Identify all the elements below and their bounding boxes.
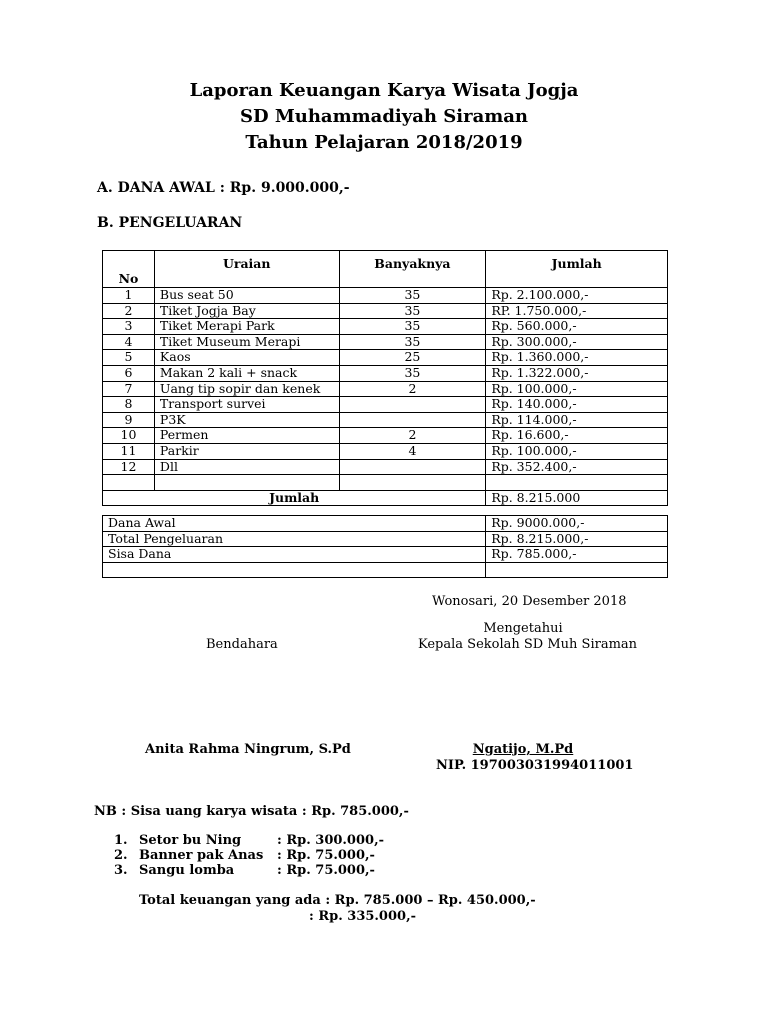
cell-uraian: Tiket Merapi Park — [154, 319, 339, 335]
summary-label: Sisa Dana — [103, 547, 486, 563]
cell-banyaknya: 35 — [339, 288, 486, 304]
place-date: Wonosari, 20 Desember 2018 — [432, 594, 627, 609]
cell-uraian: Makan 2 kali + snack — [154, 365, 339, 381]
table-row — [103, 428, 668, 444]
cell-no: 3 — [103, 319, 155, 335]
section-b-text: PENGELUARAN — [118, 215, 243, 231]
table-row — [103, 303, 668, 319]
cell-uraian: Transport survei — [154, 397, 339, 413]
cell-banyaknya: 2 — [339, 381, 486, 397]
cell-no: 5 — [103, 350, 155, 366]
cell-uraian: Dll — [154, 459, 339, 475]
cell-jumlah: Rp. 2.100.000,- — [486, 288, 668, 304]
cell-jumlah: Rp. 100.000,- — [486, 443, 668, 459]
cell-banyaknya: 35 — [339, 303, 486, 319]
summary-row — [103, 547, 668, 563]
cell-no: 6 — [103, 365, 155, 381]
cell-jumlah: Rp. 1.322.000,- — [486, 365, 668, 381]
cell-banyaknya: 2 — [339, 428, 486, 444]
cell-banyaknya: 35 — [339, 365, 486, 381]
table-row — [103, 334, 668, 350]
table-row — [103, 350, 668, 366]
report-title-line1: Laporan Keuangan Karya Wisata Jogja — [189, 80, 579, 101]
cell-no: 12 — [103, 459, 155, 475]
report-title-line2: SD Muhammadiyah Siraman — [239, 106, 529, 127]
table-row — [103, 443, 668, 459]
right-role: Kepala Sekolah SD Muh Siraman — [418, 637, 638, 652]
header-banyaknya: Banyaknya — [339, 251, 486, 288]
summary-row — [103, 516, 668, 532]
total-keuangan-result: : Rp. 335.000,- — [309, 909, 416, 924]
cell-jumlah: Rp. 300.000,- — [486, 334, 668, 350]
total-row — [103, 490, 668, 506]
left-role: Bendahara — [206, 637, 278, 652]
table-row — [103, 319, 668, 335]
summary-table — [102, 515, 668, 578]
empty-row — [103, 562, 668, 578]
cell-banyaknya: 25 — [339, 350, 486, 366]
cell-uraian: Parkir — [154, 443, 339, 459]
note-item-num: 1. — [114, 833, 128, 848]
section-b-letter: B. — [97, 215, 114, 231]
table-row — [103, 459, 668, 475]
cell-uraian: P3K — [154, 412, 339, 428]
cell-uraian: Tiket Museum Merapi — [154, 334, 339, 350]
table-row — [103, 381, 668, 397]
summary-value: Rp. 9000.000,- — [486, 516, 668, 532]
cell-jumlah: RP. 1.750.000,- — [486, 303, 668, 319]
cell-uraian: Uang tip sopir dan kenek — [154, 381, 339, 397]
summary-value: Rp. 785.000,- — [486, 547, 668, 563]
header-no: No — [103, 251, 155, 288]
cell-banyaknya — [339, 412, 486, 428]
cell-banyaknya: 35 — [339, 319, 486, 335]
cell-jumlah: Rp. 114.000,- — [486, 412, 668, 428]
mengetahui: Mengetahui — [483, 621, 563, 636]
cell-no: 2 — [103, 303, 155, 319]
table-row — [103, 412, 668, 428]
section-b-heading — [97, 215, 242, 231]
summary-label: Dana Awal — [103, 516, 486, 532]
note-item-value: : Rp. 75.000,- — [277, 848, 375, 863]
note-item — [114, 833, 384, 848]
table-row — [103, 397, 668, 413]
right-signer-name: Ngatijo, M.Pd — [472, 742, 574, 757]
note-item-num: 2. — [114, 848, 128, 863]
cell-no: 10 — [103, 428, 155, 444]
header-uraian: Uraian — [154, 251, 339, 288]
header-jumlah: Jumlah — [486, 251, 668, 288]
total-label: Jumlah — [103, 490, 486, 506]
note-item-label: Setor bu Ning — [139, 833, 242, 848]
summary-row — [103, 531, 668, 547]
cell-banyaknya: 35 — [339, 334, 486, 350]
cell-jumlah: Rp. 560.000,- — [486, 319, 668, 335]
left-signer-name: Anita Rahma Ningrum, S.Pd — [145, 742, 351, 757]
note-item-num: 3. — [114, 863, 128, 878]
cell-jumlah: Rp. 16.600,- — [486, 428, 668, 444]
cell-no: 11 — [103, 443, 155, 459]
cell-no: 7 — [103, 381, 155, 397]
cell-jumlah: Rp. 140.000,- — [486, 397, 668, 413]
cell-banyaknya — [339, 459, 486, 475]
cell-uraian: Kaos — [154, 350, 339, 366]
cell-uraian: Bus seat 50 — [154, 288, 339, 304]
cell-jumlah: Rp. 352.400,- — [486, 459, 668, 475]
section-a-heading — [97, 180, 350, 196]
cell-banyaknya: 4 — [339, 443, 486, 459]
section-a-letter: A. — [97, 180, 113, 196]
cell-uraian: Tiket Jogja Bay — [154, 303, 339, 319]
note-item-label: Banner pak Anas — [139, 848, 264, 863]
table-row — [103, 365, 668, 381]
cell-no: 4 — [103, 334, 155, 350]
note-item-value: : Rp. 75.000,- — [277, 863, 375, 878]
summary-value: Rp. 8.215.000,- — [486, 531, 668, 547]
expense-table-header — [103, 251, 668, 288]
cell-uraian: Permen — [154, 428, 339, 444]
table-row — [103, 288, 668, 304]
total-value: Rp. 8.215.000 — [486, 490, 668, 506]
nb-note: NB : Sisa uang karya wisata : Rp. 785.000,- — [94, 804, 409, 819]
cell-no: 9 — [103, 412, 155, 428]
expense-table — [102, 250, 668, 506]
empty-row — [103, 475, 668, 491]
cell-banyaknya — [339, 397, 486, 413]
cell-no: 1 — [103, 288, 155, 304]
section-a-text: DANA AWAL : Rp. 9.000.000,- — [117, 180, 350, 196]
total-keuangan-line: Total keuangan yang ada : Rp. 785.000 – Rp. 450.000,- — [139, 893, 536, 908]
summary-label: Total Pengeluaran — [103, 531, 486, 547]
cell-jumlah: Rp. 100.000,- — [486, 381, 668, 397]
right-signer-nip: NIP. 197003031994011001 — [436, 758, 634, 773]
cell-jumlah: Rp. 1.360.000,- — [486, 350, 668, 366]
note-item-value: : Rp. 300.000,- — [277, 833, 384, 848]
note-item-label: Sangu lomba — [139, 863, 235, 878]
report-title-line3: Tahun Pelajaran 2018/2019 — [245, 132, 523, 153]
cell-no: 8 — [103, 397, 155, 413]
note-item — [114, 863, 375, 878]
note-item — [114, 848, 375, 863]
